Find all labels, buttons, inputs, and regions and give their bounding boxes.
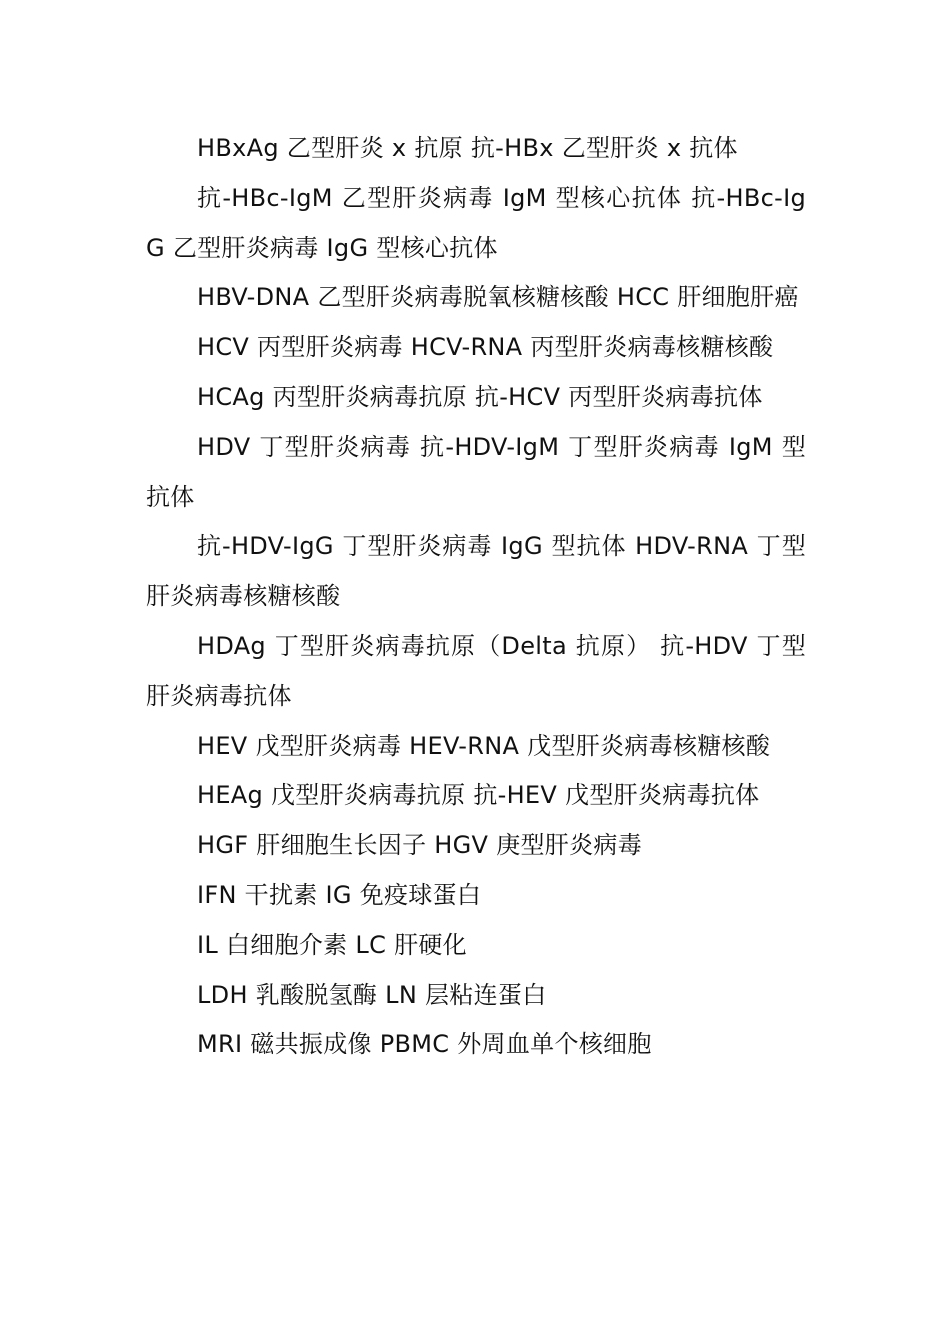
paragraph-hgf: HGF 肝细胞生长因子 HGV 庚型肝炎病毒 [197,831,642,860]
paragraph-hcv: HCV 丙型肝炎病毒 HCV-RNA 丙型肝炎病毒核糖核酸 [197,333,774,362]
paragraph-mri: MRI 磁共振成像 PBMC 外周血单个核细胞 [197,1030,652,1059]
paragraph-hdag: HDAg 丁型肝炎病毒抗原（Delta 抗原） 抗-HDV 丁型肝炎病毒抗体 [146,631,806,710]
paragraph-anti-hbc: 抗-HBc-IgM 乙型肝炎病毒 IgM 型核心抗体 抗-HBc-IgG 乙型肝炎病毒 IgG 型核心抗体 [146,183,806,262]
paragraph-il: IL 白细胞介素 LC 肝硬化 [197,930,467,959]
paragraph-heag: HEAg 戊型肝炎病毒抗原 抗-HEV 戊型肝炎病毒抗体 [197,781,760,810]
paragraph-hbv-dna: HBV-DNA 乙型肝炎病毒脱氧核糖核酸 HCC 肝细胞肝癌 [197,283,799,312]
document-body [146,124,806,1070]
paragraph-hbxag: HBxAg 乙型肝炎 x 抗原 抗-HBx 乙型肝炎 x 抗体 [197,134,738,162]
paragraph-hev: HEV 戊型肝炎病毒 HEV-RNA 戊型肝炎病毒核糖核酸 [197,731,771,760]
paragraph-anti-hdv-igg: 抗-HDV-IgG 丁型肝炎病毒 IgG 型抗体 HDV-RNA 丁型肝炎病毒核糖核酸 [146,532,806,611]
paragraph-ldh: LDH 乳酸脱氢酶 LN 层粘连蛋白 [197,980,547,1009]
paragraph-hcag: HCAg 丙型肝炎病毒抗原 抗-HCV 丙型肝炎病毒抗体 [197,382,763,411]
paragraph-hdv: HDV 丁型肝炎病毒 抗-HDV-IgM 丁型肝炎病毒 IgM 型抗体 [146,432,806,511]
paragraph-ifn: IFN 干扰素 IG 免疫球蛋白 [197,880,482,909]
